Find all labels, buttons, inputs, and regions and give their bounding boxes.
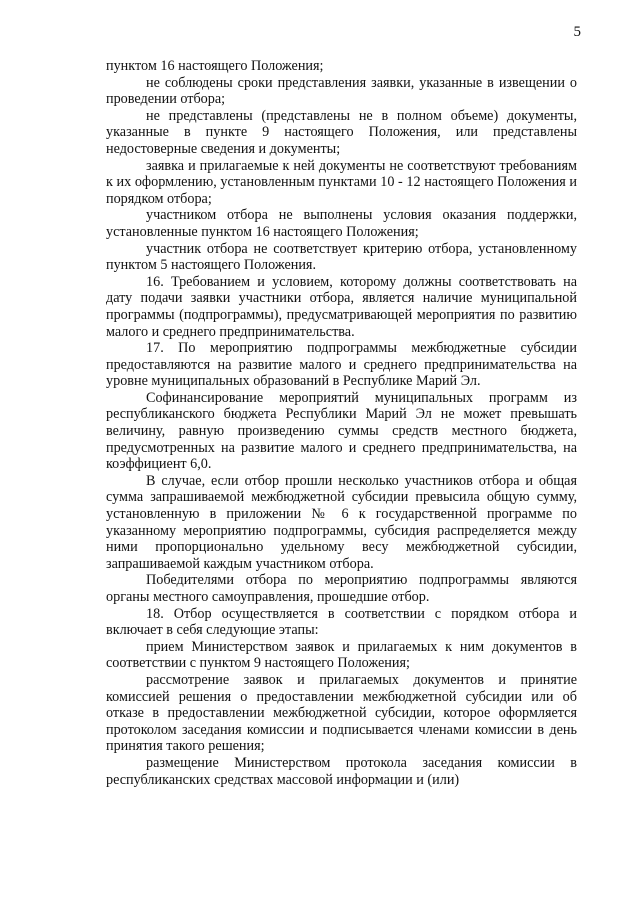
paragraph: 16. Требованием и условием, которому должны соответствовать на дату подачи заявки участники отбора, является наличие муниципальной программы (подпрограммы), предусматривающей мероприятия по развитию малого и среднего предпринимательства. (106, 273, 577, 340)
paragraph: В случае, если отбор прошли несколько участников отбора и общая сумма запрашиваемой межбюджетной субсидии превысила общую сумму, установленную в приложении № 6 к государственной программе по указанному мероприятию подпрограммы, субсидия распределяется между ними пропорционально удельному весу межбюджетной субсидии, запрашиваемой каждым участником отбора. (106, 472, 577, 572)
paragraph: прием Министерством заявок и прилагаемых к ним документов в соответствии с пунктом 9 настоящего Положения; (106, 638, 577, 672)
page-number: 5 (573, 24, 581, 40)
paragraph: 18. Отбор осуществляется в соответствии с порядком отбора и включает в себя следующие этапы: (106, 605, 577, 639)
paragraph: Софинансирование мероприятий муниципальных программ из республиканского бюджета Республики Марий Эл не может превышать величину, равную произведению суммы средств местного бюджета, предусмотренных на развитие малого и среднего предпринимательства, на коэффициент 6,0. (106, 389, 577, 473)
paragraph: не представлены (представлены не в полном объеме) документы, указанные в пункте 9 настоящего Положения, или представлены недостоверные сведения и документы; (106, 107, 577, 157)
paragraph: участник отбора не соответствует критерию отбора, установленному пунктом 5 настоящего Положения. (106, 240, 577, 274)
paragraph: не соблюдены сроки представления заявки, указанные в извещении о проведении отбора; (106, 74, 577, 108)
paragraph: пунктом 16 настоящего Положения; (106, 58, 324, 74)
document-body (106, 58, 577, 788)
paragraph: 17. По мероприятию подпрограммы межбюджетные субсидии предоставляются на развитие малого и среднего предпринимательства на уровне муниципальных образований в Республике Марий Эл. (106, 340, 577, 390)
paragraph: Победителями отбора по мероприятию подпрограммы являются органы местного самоуправления, прошедшие отбор. (106, 572, 577, 605)
paragraph: участником отбора не выполнены условия оказания поддержки, установленные пунктом 16 настоящего Положения; (106, 207, 577, 240)
paragraph: рассмотрение заявок и прилагаемых документов и принятие комиссией решения о предоставлении межбюджетной субсидии или об отказе в предоставлении межбюджетной субсидии, которое оформляется протоколом заседания комиссии и подписывается членами комиссии в день принятия такого решения; (106, 671, 577, 755)
paragraph: заявка и прилагаемые к ней документы не соответствуют требованиям к их оформлению, установленным пунктами 10 - 12 настоящего Положения и порядком отбора; (106, 157, 577, 207)
paragraph: размещение Министерством протокола заседания комиссии в республиканских средствах массовой информации и (или) (106, 754, 577, 788)
